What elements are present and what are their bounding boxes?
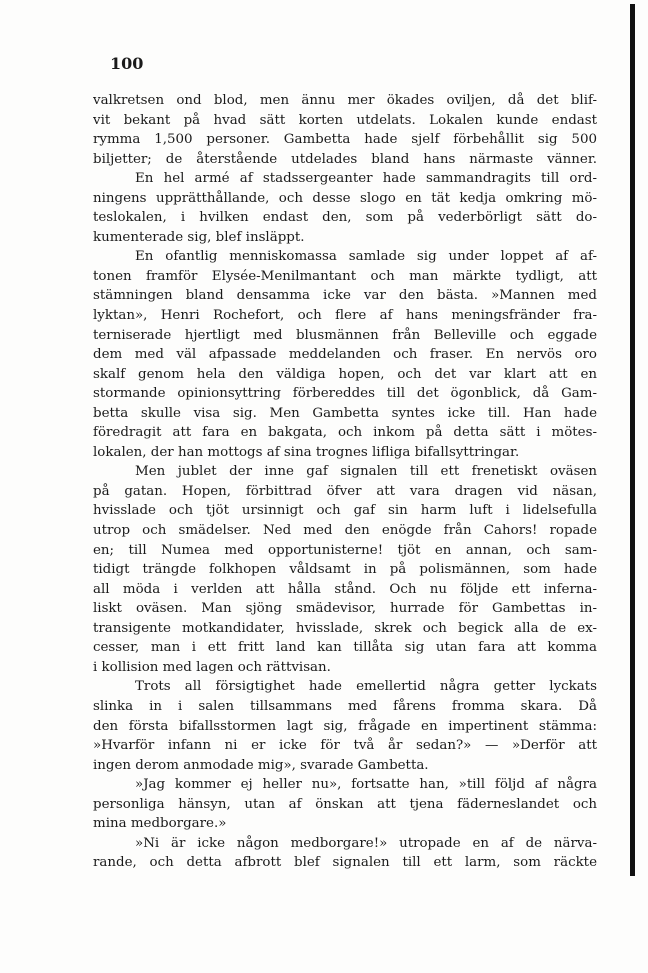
text-line: dem med väl afpassade meddelanden och fraser. En nervös oro xyxy=(93,347,597,363)
text-line: tonen framför Elysée-Menilmantant och man märkte tydligt, att xyxy=(93,268,597,284)
text-line: rymma 1,500 personer. Gambetta hade sjelf förbehållit sig 500 xyxy=(93,132,597,148)
text-line: tidigt trängde folkhopen våldsamt in på polismännen, som hade xyxy=(93,562,597,578)
text-line: vit bekant på hvad sätt korten utdelats. Lokalen kunde endast xyxy=(93,112,597,128)
text-line: stormande opinionsyttring förbereddes till det ögonblick, då Gam- xyxy=(93,386,597,402)
text-line: lyktan», Henri Rochefort, och flere af hans meningsfränder fra- xyxy=(93,308,597,324)
page-number: 100 xyxy=(110,54,144,73)
margin-rule xyxy=(630,4,635,876)
text-line: biljetter; de återstående utdelades bland hans närmaste vänner. xyxy=(93,151,597,167)
text-line: betta skulle visa sig. Men Gambetta syntes icke till. Han hade xyxy=(93,405,597,421)
text-line: slinka in i salen tillsammans med fårens fromma skara. Då xyxy=(93,698,597,714)
text-line: Men jublet der inne gaf signalen till ett frenetiskt oväsen xyxy=(135,464,597,480)
text-line: Trots all försigtighet hade emellertid några getter lyckats xyxy=(135,679,597,695)
text-line: en; till Numea med opportunisterne! tjöt en annan, och sam- xyxy=(93,542,597,558)
text-line: i kollision med lagen och rättvisan. xyxy=(93,659,331,675)
text-line: lokalen, der han mottogs af sina trognes lifliga bifallsyttringar. xyxy=(93,444,520,460)
text-line: rande, och detta afbrott blef signalen till ett larm, som räckte xyxy=(93,855,597,871)
text-line: »Jag kommer ej heller nu», fortsatte han, »till följd af några xyxy=(135,777,597,793)
text-line: terniserade hjertligt med blusmännen från Belleville och eggade xyxy=(93,327,597,343)
text-line: cesser, man i ett fritt land kan tillåta sig utan fara att komma xyxy=(93,640,597,656)
text-line: »Hvarför infann ni er icke för två år sedan?» — »Derför att xyxy=(93,738,597,754)
text-line: på gatan. Hopen, förbittrad öfver att vara dragen vid näsan, xyxy=(93,483,597,499)
text-line: »Ni är icke någon medborgare!» utropade en af de närva- xyxy=(135,835,597,851)
text-line: teslokalen, i hvilken endast den, som på vederbörligt sätt do- xyxy=(93,210,597,226)
text-line: En ofantlig menniskomassa samlade sig under loppet af af- xyxy=(135,249,597,265)
text-line: den första bifallsstormen lagt sig, frågade en impertinent stämma: xyxy=(93,718,597,734)
text-line: ingen derom anmodade mig», svarade Gambetta. xyxy=(93,757,429,773)
text-line: personliga hänsyn, utan af önskan att tjena fäderneslandet och xyxy=(93,796,597,812)
text-line: mina medborgare.» xyxy=(93,816,227,832)
text-line: kumenterade sig, blef insläppt. xyxy=(93,229,305,245)
text-line: utrop och smädelser. Ned med den enögde från Cahors! ropade xyxy=(93,523,597,539)
text-line: stämningen bland densamma icke var den bästa. »Mannen med xyxy=(93,288,597,304)
text-line: all möda i verlden att hålla stånd. Och nu följde ett inferna- xyxy=(93,581,597,597)
text-line: En hel armé af stadssergeanter hade sammandragits till ord- xyxy=(135,171,597,187)
text-line: ningens upprätthållande, och desse slogo en tät kedja omkring mö- xyxy=(93,190,597,206)
text-line: liskt oväsen. Man sjöng smädevisor, hurrade för Gambettas in- xyxy=(93,601,597,617)
text-line: hvisslade och tjöt ursinnigt och gaf sin harm luft i lidelsefulla xyxy=(93,503,597,519)
text-line: transigente motkandidater, hvisslade, skrek och begick alla de ex- xyxy=(93,620,597,636)
text-line: valkretsen ond blod, men ännu mer ökades oviljen, då det blif- xyxy=(93,93,597,108)
text-line: föredragit att fara en bakgata, och inkom på detta sätt i mötes- xyxy=(93,425,597,441)
body-text xyxy=(93,91,597,873)
text-line: skalf genom hela den väldiga hopen, och det var klart att en xyxy=(93,366,597,382)
